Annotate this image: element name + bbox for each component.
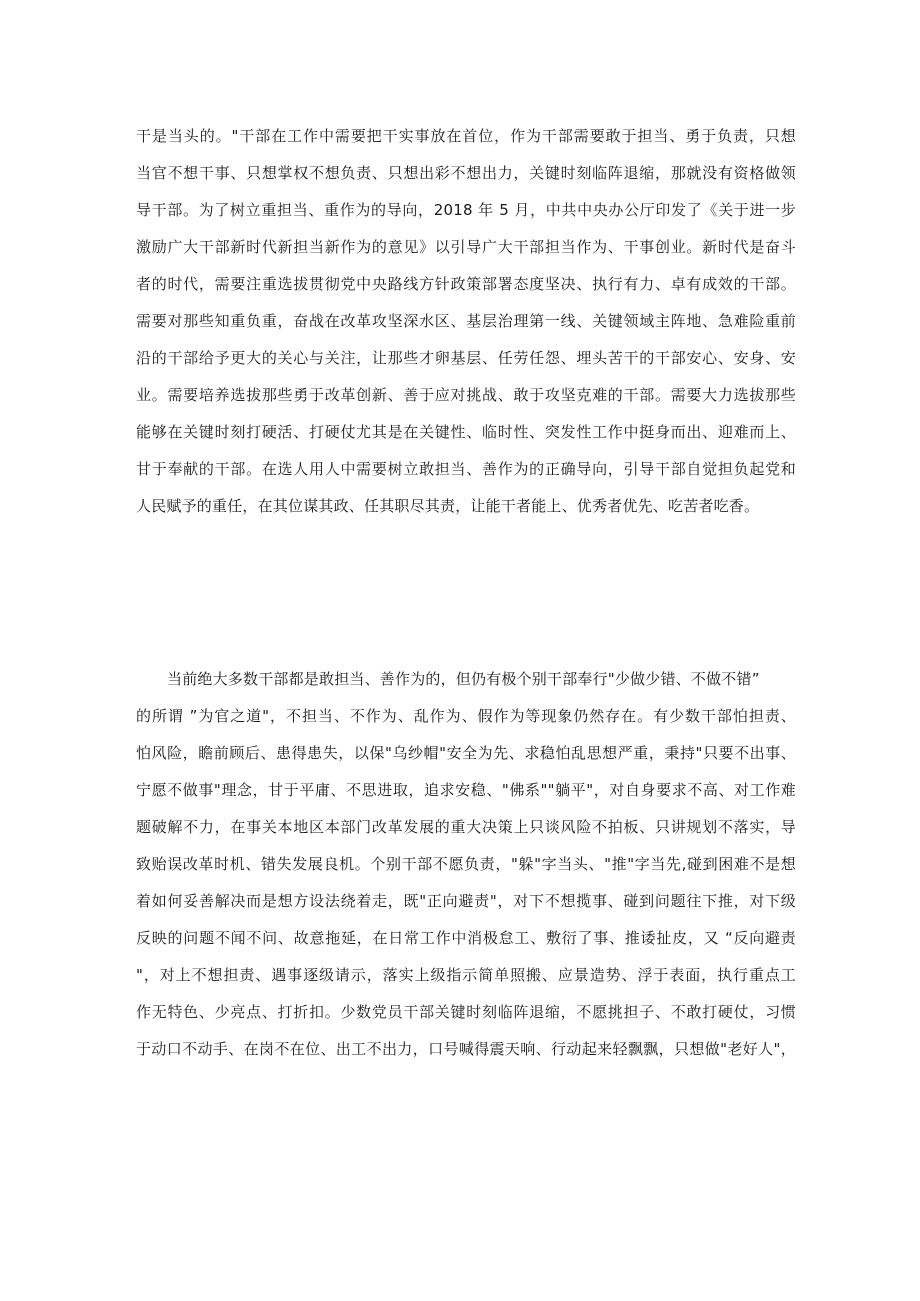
text-line: 题破解不力，在事关本地区本部门改革发展的重大决策上只谈风险不拍板、只讲规划不落实，导 — [136, 818, 796, 836]
text-line: 能够在关键时刻打硬活、打硬仗尤其是在关键性、临时性、突发性工作中挺身而出、迎难而上、 — [136, 423, 796, 441]
text-line: 宁愿不做事"理念，甘于平庸、不思进取，追求安稳、"佛系""躺平"，对自身要求不高、对工作难 — [136, 781, 796, 799]
text-line: 者的时代，需要注重选拔贯彻党中央路线方针政策部署态度坚决、执行有力、卓有成效的干部。 — [136, 275, 796, 293]
text-line: 干是当头的。"干部在工作中需要把干实事放在首位，作为干部需要敢于担当、勇于负责，只想 — [136, 127, 796, 145]
text-line: 着如何妥善解决而是想方设法绕着走，既"正向避责"，对下不想揽事、碰到问题往下推，对下级 — [136, 892, 796, 910]
text-line: 导干部。为了树立重担当、重作为的导向，2018 年 5 月，中共中央办公厅印发了《关于进一步 — [136, 201, 796, 219]
text-line: 的所谓 ”为官之道"，不担当、不作为、乱作为、假作为等现象仍然存在。有少数干部怕担责、 — [136, 707, 796, 725]
text-line: 于动口不动手、在岗不在位、出工不出力，口号喊得震天响、行动起来轻飘飘，只想做"老好人"， — [136, 1040, 796, 1058]
paragraph-2 — [136, 661, 796, 1068]
text-line: 需要对那些知重负重，奋战在改革攻坚深水区、基层治理第一线、关键领域主阵地、急难险重前 — [136, 312, 796, 330]
text-line: 业。需要培养选拔那些勇于改革创新、善于应对挑战、敢于攻坚克难的干部。需要大力选拔那些 — [136, 386, 796, 404]
text-line: "，对上不想担责、遇事逐级请示，落实上级指示简单照搬、应景造势、浮于表面，执行重点工 — [136, 966, 796, 984]
text-line: 甘于奉献的干部。在选人用人中需要树立敢担当、善作为的正确导向，引导干部自觉担负起党和 — [136, 460, 796, 478]
text-line: 沿的干部给予更大的关心与关注，让那些才卵基层、任劳任怨、埋头苦干的干部安心、安身、安 — [136, 349, 796, 367]
text-line: 当前绝大多数干部都是敢担当、善作为的，但仍有极个别干部奉行"少做少错、不做不错” — [167, 670, 760, 688]
text-line: 作无特色、少亮点、打折扣。少数党员干部关键时刻临阵退缩，不愿挑担子、不敢打硬仗，习惯 — [136, 1003, 796, 1021]
paragraph-1 — [136, 118, 796, 525]
text-line: 当官不想干事、只想掌权不想负责、只想出彩不想出力，关键时刻临阵退缩，那就没有资格做领 — [136, 164, 796, 182]
text-line: 反映的问题不闻不问、故意拖延，在日常工作中消极怠工、敷衍了事、推诿扯皮，又 “反向避责 — [136, 929, 796, 947]
text-line: 怕风险，瞻前顾后、患得患失，以保"乌纱帽"安全为先、求稳怕乱思想严重，秉持"只要不出事、 — [136, 744, 796, 762]
text-line: 激励广大干部新时代新担当新作为的意见》以引导广大干部担当作为、干事创业。新时代是奋斗 — [136, 238, 796, 256]
text-line: 人民赋予的重任，在其位谋其政、任其职尽其责，让能干者能上、优秀者优先、吃苦者吃香。 — [136, 497, 760, 515]
text-line: 致贻误改革时机、错失发展良机。个别干部不愿负责，"躲"字当头、"推"字当先,碰到困难不是想 — [136, 855, 796, 873]
